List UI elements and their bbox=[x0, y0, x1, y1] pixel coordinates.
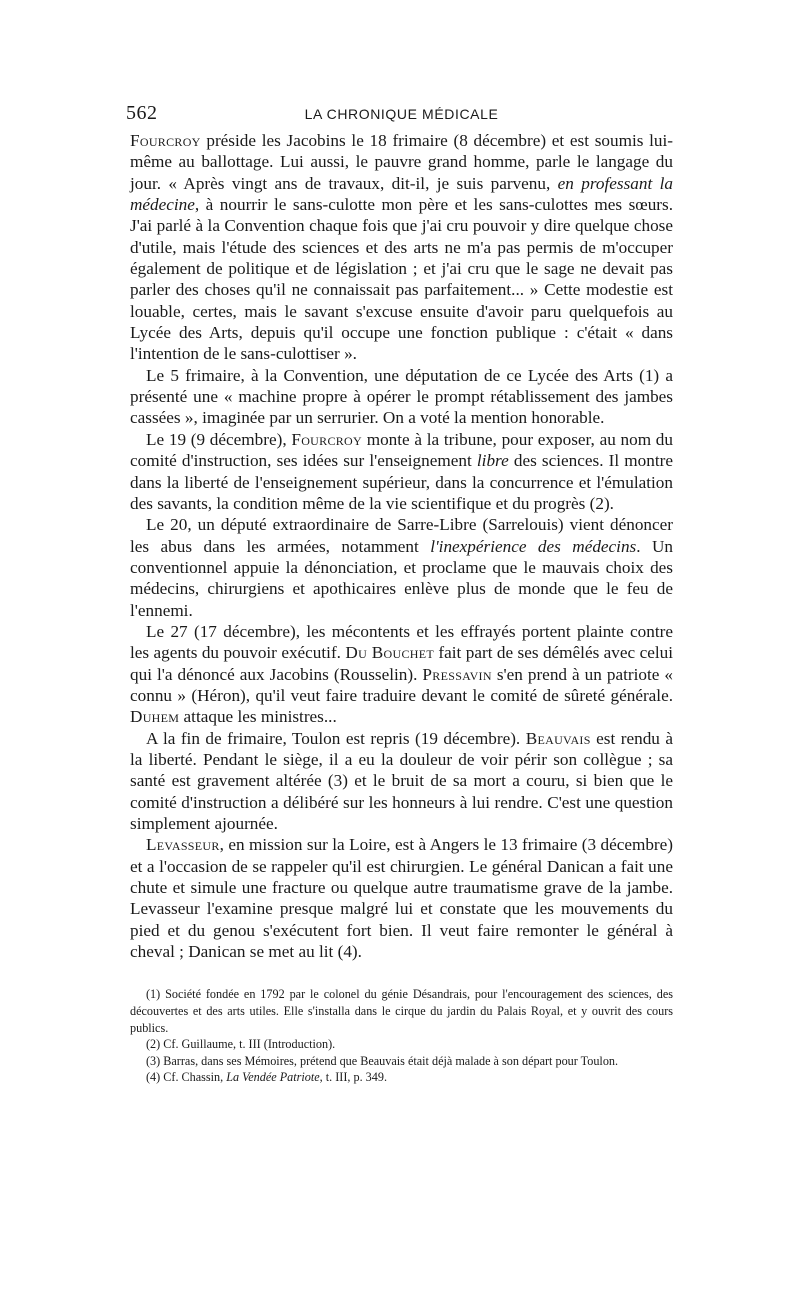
paragraph-text: . Un conventionnel appuie la dénonciation, et proclame que le mauvais choix des médecins, chirurgiens et apothicaires enlève plus de monde que le feu de l'ennemi. bbox=[130, 536, 673, 620]
paragraph-text: Le 27 (17 décembre), les mécontents et les effrayés portent plainte contre les agents du pouvoir exécutif. bbox=[130, 621, 673, 663]
paragraph-text: A la fin de frimaire, Toulon est repris (19 décembre). bbox=[146, 728, 526, 748]
person-name: Duhem bbox=[130, 707, 180, 727]
paragraph-fourcroy-tribune bbox=[130, 429, 673, 514]
page-number: 562 bbox=[126, 102, 158, 124]
person-name: Levasseur bbox=[146, 835, 220, 855]
footnote-4 bbox=[130, 1069, 673, 1086]
footnote-1: (1) Société fondée en 1792 par le colonel du génie Désandrais, pour l'encouragement des sciences, des découvertes et des arts utiles. Elle s'installa dans le cirque du jardin du Palais Royal, et y ouvrit des cours publics. bbox=[130, 987, 673, 1035]
footnote-3: (3) Barras, dans ses Mémoires, prétend que Beauvais était déjà malade à son départ pour Toulon. bbox=[146, 1053, 619, 1068]
paragraph-sarre-libre bbox=[130, 514, 673, 621]
paragraph-toulon bbox=[130, 728, 673, 835]
running-title: LA CHRONIQUE MÉDICALE bbox=[304, 106, 499, 122]
book-page bbox=[126, 102, 673, 1086]
italic-text: libre bbox=[476, 451, 509, 471]
paragraph-text: Le 5 frimaire, à la Convention, une députation de ce Lycée des Arts (1) a présenté une « machine propre à opérer le prompt rétablissement des jambes cassées », imaginée par un serrurier. On a voté la mention honorable. bbox=[130, 365, 673, 428]
person-name: Fourcroy bbox=[130, 131, 201, 150]
paragraph-levasseur bbox=[130, 834, 673, 962]
paragraph-text: fait part de ses démêlés avec celui qui l'a dénoncé aux Jacobins (Rousselin). bbox=[130, 643, 673, 684]
footnotes bbox=[130, 986, 673, 1086]
body-text bbox=[130, 130, 673, 962]
footnote-text: , t. III, p. 349. bbox=[319, 1070, 388, 1085]
paragraph-text: Le 20, un député extraordinaire de Sarre-Libre (Sarrelouis) vient dénoncer les abus dans les armées, notamment bbox=[130, 515, 673, 556]
footnote-2: (2) Cf. Guillaume, t. III (Introduction). bbox=[146, 1037, 336, 1052]
person-name: Fourcroy bbox=[291, 429, 362, 449]
paragraph-text: , à nourrir le sans-culotte mon père et les sans-culottes mes sœurs. J'ai parlé à la Convention chaque fois que j'ai cru pouvoir y dire quelque chose d'utile, mais l'étude des sciences et des arts ne m'a pas permis de m'occuper également de politique et de législation ; et j'ai cru que le sage ne devait pas parler des choses qu'il ne connaissait pas parfaitement... » Cette modestie est louable, certes, mais le savant s'excuse ensuite d'avoir paru quelquefois au Lycée des Arts, depuis qu'il occupe une fonction publique : c'était « dans l'intention de le sans-culottiser ». bbox=[130, 195, 673, 364]
page-header bbox=[126, 102, 673, 128]
paragraph-text: préside les Jacobins le 18 frimaire (8 décembre) et est soumis lui-même au ballottage. Lui aussi, le pauvre grand homme, parle le langage du jour. « Après vingt ans de travaux, dit-il, je suis parvenu, bbox=[130, 131, 673, 193]
person-name: Beauvais bbox=[525, 728, 591, 748]
footnote-text: (4) Cf. Chassin, bbox=[146, 1070, 227, 1085]
paragraph-text: s'en prend à un patriote « connu » (Héron), qu'il veut faire traduire devant le comité de sûreté générale. bbox=[130, 664, 673, 705]
paragraph-mecontents bbox=[130, 621, 673, 728]
italic-text: en professant la médecine bbox=[130, 173, 673, 215]
paragraph-text: des sciences. Il montre dans la liberté de l'enseignement supérieur, dans la concurrence et l'émulation des savants, la condition même de la vie scientifique et du progrès (2). bbox=[130, 451, 673, 513]
paragraph-text: attaque les ministres... bbox=[179, 707, 337, 727]
paragraph-text: monte à la tribune, pour exposer, au nom du comité d'instruction, ses idées sur l'enseignement bbox=[130, 429, 673, 471]
person-name: Du Bouchet bbox=[345, 643, 435, 663]
paragraph-text: Le 19 (9 décembre), bbox=[146, 429, 292, 449]
person-name: Pressavin bbox=[422, 664, 492, 684]
paragraph-text: , en mission sur la Loire, est à Angers le 13 frimaire (3 décembre) et a l'occasion de se rappeler qu'il est chirurgien. Le général Danican a fait une chute et simule une fracture ou quelque autre traumatisme grave de la jambe. Levasseur l'examine presque malgré lui et constate que les mouvements du pied et du genou s'exécutent fort bien. Il veut faire remonter le général à cheval ; Danican se met au lit (4). bbox=[130, 835, 673, 962]
italic-text: l'inexpérience des médecins bbox=[430, 536, 637, 556]
paragraph-lycee-des-arts bbox=[130, 365, 673, 429]
paragraph-fourcroy-jacobins bbox=[130, 130, 673, 365]
italic-text: La Vendée Patriote bbox=[226, 1070, 320, 1085]
paragraph-text: est rendu à la liberté. Pendant le siège, il a eu la douleur de voir périr son collègue ; sa santé est gravement altérée (3) et le bruit de sa mort a couru, si bien que le comité d'instruction a délibéré sur les honneurs à lui rendre. C'est une question simplement ajournée. bbox=[130, 728, 673, 833]
